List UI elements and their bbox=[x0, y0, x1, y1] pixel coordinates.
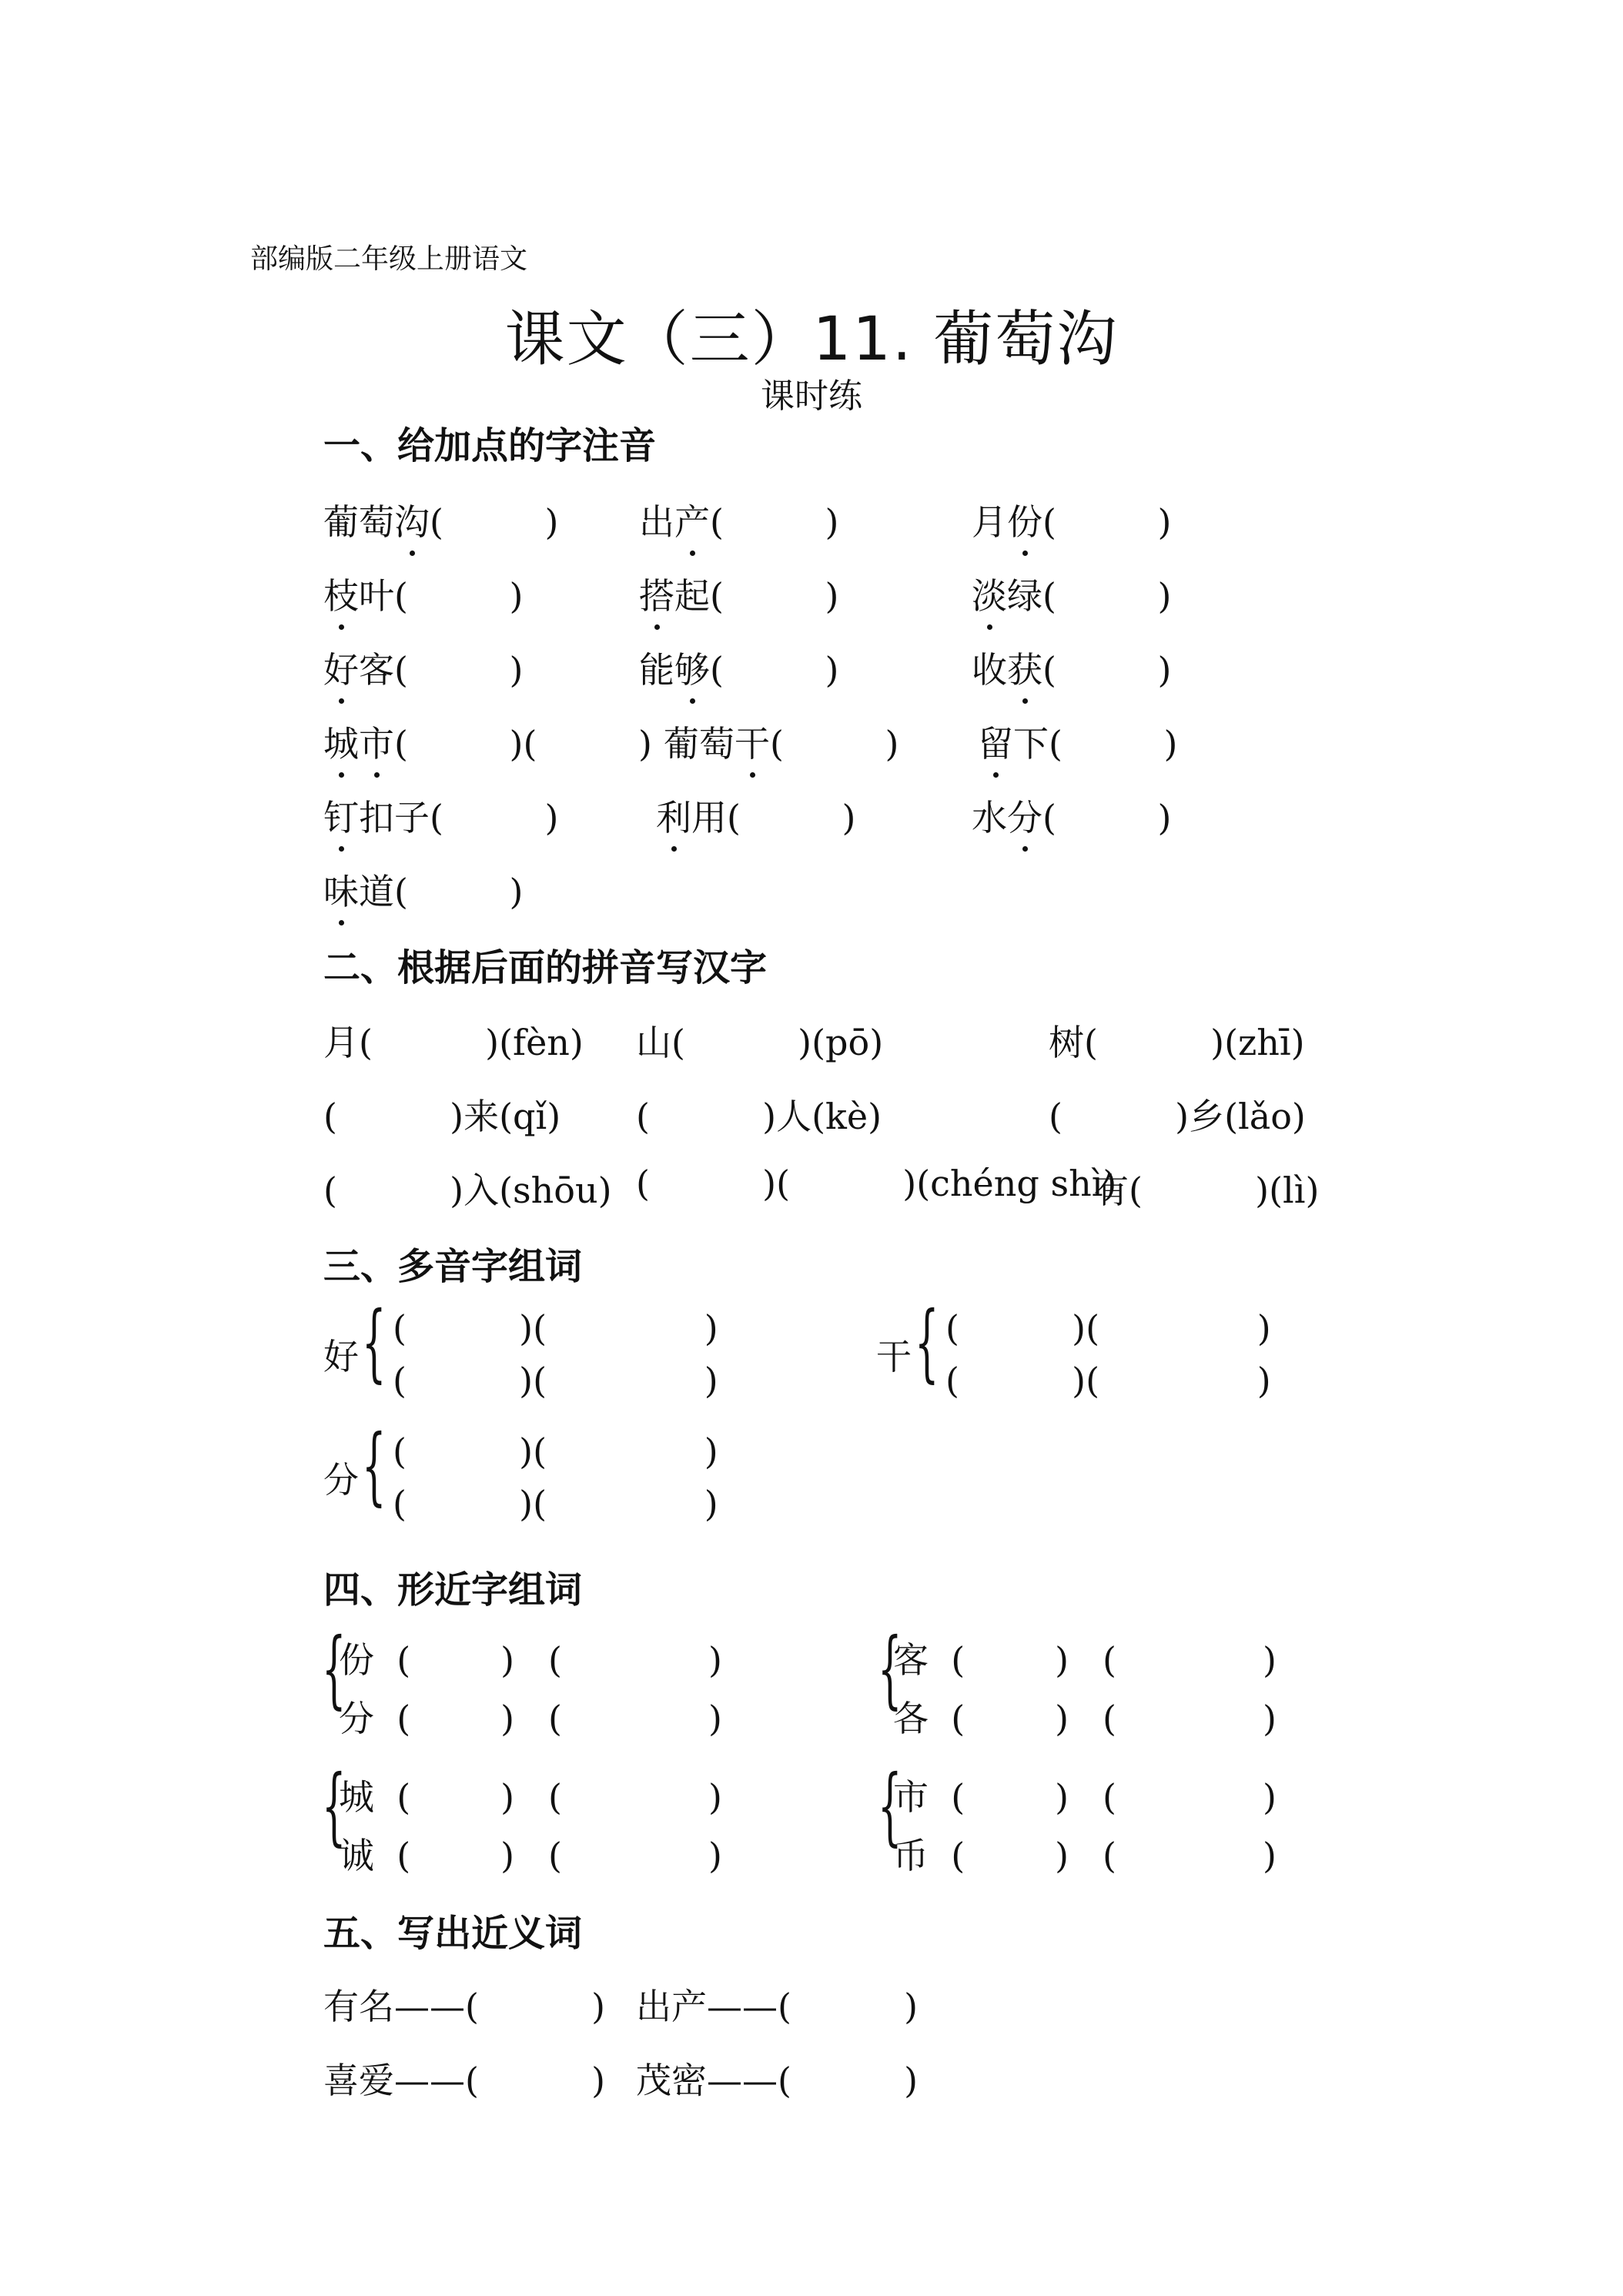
synonym-item: 有名——( ) bbox=[323, 1986, 606, 2027]
polyphone-blank: ( )( ) bbox=[945, 1360, 1271, 1401]
hanzi-item: ( )来(qǐ) bbox=[323, 1096, 561, 1137]
pinyin-item: 葡萄干( ) bbox=[664, 716, 899, 767]
pinyin-item: 利用( ) bbox=[656, 790, 856, 841]
subject-label: 部编版二年级上册语文 bbox=[250, 243, 528, 275]
polyphone-blank: ( )( ) bbox=[393, 1483, 718, 1525]
brace-icon: { bbox=[362, 1293, 387, 1391]
similar-char-row: 各 ( ) ( ) bbox=[893, 1698, 1277, 1739]
brace-icon: { bbox=[915, 1293, 939, 1391]
polyphone-char: 好 bbox=[323, 1336, 359, 1377]
pinyin-item: 收获( ) bbox=[972, 642, 1172, 693]
hanzi-item: ( )入(shōu) bbox=[323, 1170, 612, 1211]
hanzi-item: ( )人(kè) bbox=[636, 1096, 882, 1137]
pinyin-item: 月份( ) bbox=[972, 494, 1172, 545]
similar-char-row: 分 ( ) ( ) bbox=[339, 1698, 722, 1739]
page-subtitle: 课时练 bbox=[761, 377, 862, 416]
pinyin-item: 搭起( ) bbox=[639, 568, 839, 619]
polyphone-char: 干 bbox=[876, 1336, 912, 1377]
similar-char-row: 份 ( ) ( ) bbox=[339, 1639, 722, 1681]
section1-heading: 一、给加点的字注音 bbox=[323, 424, 657, 467]
synonym-item: 出产——( ) bbox=[636, 1986, 919, 2027]
similar-char-row: 诚 ( ) ( ) bbox=[339, 1835, 722, 1876]
synonym-item: 喜爱——( ) bbox=[323, 2060, 606, 2101]
brace-icon: { bbox=[362, 1416, 387, 1514]
hanzi-item: ( )乡(lǎo) bbox=[1049, 1096, 1306, 1137]
hanzi-item: ( )( )(chéng shì) bbox=[636, 1163, 1117, 1204]
polyphone-char: 分 bbox=[323, 1459, 359, 1501]
polyphone-blank: ( )( ) bbox=[945, 1307, 1271, 1349]
polyphone-blank: ( )( ) bbox=[393, 1307, 718, 1349]
brace-icon: { bbox=[878, 1756, 902, 1855]
pinyin-item: 出产( ) bbox=[639, 494, 839, 545]
section5-heading: 五、写出近义词 bbox=[323, 1912, 583, 1955]
pinyin-item: 留下( ) bbox=[978, 716, 1178, 767]
hanzi-item: 有( )(lì) bbox=[1093, 1170, 1320, 1211]
similar-char-row: 城 ( ) ( ) bbox=[339, 1776, 722, 1818]
hanzi-item: 山( )(pō) bbox=[636, 1022, 884, 1063]
brace-icon: { bbox=[878, 1619, 902, 1718]
brace-icon: { bbox=[322, 1619, 346, 1718]
pinyin-item: 钉扣子( ) bbox=[323, 790, 559, 841]
section2-heading: 二、根据后面的拼音写汉字 bbox=[323, 946, 768, 989]
similar-char-row: 市 ( ) ( ) bbox=[893, 1776, 1277, 1818]
polyphone-blank: ( )( ) bbox=[393, 1431, 718, 1472]
pinyin-item: 枝叶( ) bbox=[323, 568, 524, 619]
section4-heading: 四、形近字组词 bbox=[323, 1568, 583, 1612]
polyphone-blank: ( )( ) bbox=[393, 1360, 718, 1401]
page-title: 课文（三）11. 葡萄沟 bbox=[504, 305, 1119, 374]
similar-char-row: 币 ( ) ( ) bbox=[893, 1835, 1277, 1876]
pinyin-item: 味道( ) bbox=[323, 864, 524, 915]
pinyin-item: 葡萄沟( ) bbox=[323, 494, 559, 545]
synonym-item: 茂密——( ) bbox=[636, 2060, 919, 2101]
section3-heading: 三、多音字组词 bbox=[323, 1245, 583, 1288]
pinyin-item: 水分( ) bbox=[972, 790, 1172, 841]
brace-icon: { bbox=[322, 1756, 346, 1855]
pinyin-item: 淡绿( ) bbox=[972, 568, 1172, 619]
hanzi-item: 月( )(fèn) bbox=[323, 1022, 584, 1063]
hanzi-item: 树( )(zhī) bbox=[1049, 1022, 1305, 1063]
pinyin-item: 好客( ) bbox=[323, 642, 524, 693]
similar-char-row: 客 ( ) ( ) bbox=[893, 1639, 1277, 1681]
pinyin-item: 能够( ) bbox=[639, 642, 839, 693]
pinyin-item: 城市( )( ) bbox=[323, 716, 652, 767]
